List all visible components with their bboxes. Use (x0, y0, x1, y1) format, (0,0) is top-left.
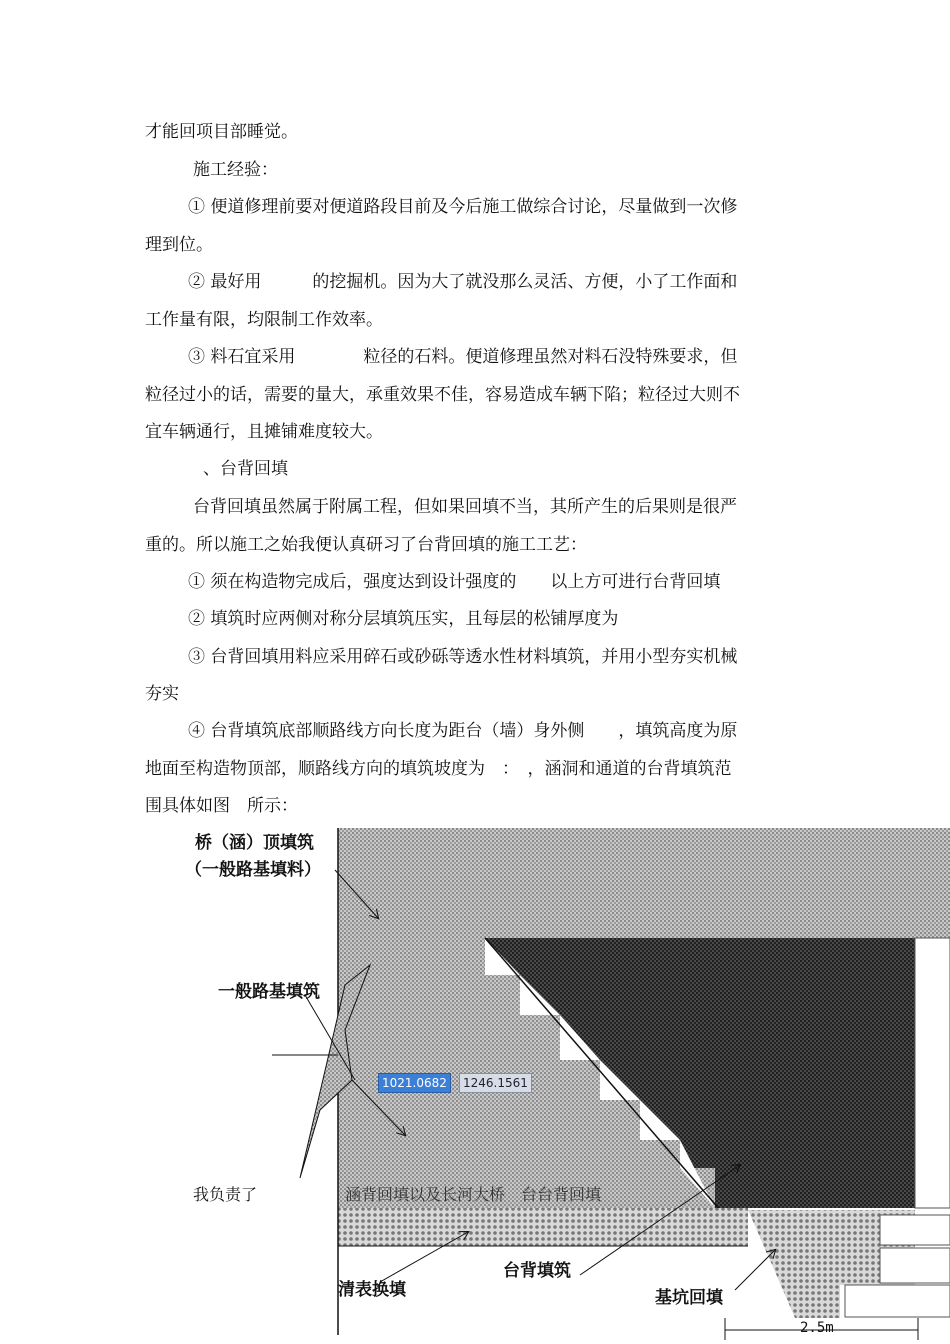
paragraph-line-5: ② 最好用 的挖掘机。因为大了就没那么灵活、方便，小了工作面和 (188, 272, 738, 292)
label-pit-backfill: 基坑回填 (655, 1288, 723, 1308)
paragraph-line-7: ③ 料石宜采用 粒径的石料。便道修理虽然对料石没特殊要求，但 (188, 347, 738, 367)
overlay-text-left: 我负责了 (193, 1185, 258, 1204)
paragraph-line-8: 粒径过小的话，需要的量大，承重效果不佳，容易造成车辆下陷；粒径过大则不 (145, 385, 740, 405)
paragraph-line-19: 围具体如图 所示： (145, 796, 298, 816)
section-heading: 、台背回填 (203, 459, 288, 479)
label-abutment-backfill: 台背填筑 (503, 1261, 571, 1281)
paragraph-line-18: 地面至构造物顶部，顺路线方向的填筑坡度为 ： ，涵洞和通道的台背填筑范 (145, 759, 732, 779)
paragraph-line-17: ④ 台背填筑底部顺路线方向长度为距台（墙）身外侧 ，填筑高度为原 (188, 721, 738, 741)
paragraph-line-11: 台背回填虽然属于附属工程，但如果回填不当，其所产生的后果则是很严 (193, 497, 737, 517)
clear-replace-layer (338, 1208, 748, 1246)
paragraph-line-1: 才能回项目部睡觉。 (145, 122, 298, 142)
paragraph-line-3: ① 便道修理前要对便道路段目前及今后施工做综合讨论，尽量做到一次修 (188, 197, 738, 217)
label-general-subgrade-material: （一般路基填料） (185, 860, 321, 880)
dimension-label: 2.5m (800, 1320, 834, 1336)
overlay-text-mid: 涵背回填以及长河大桥 台台背回填 (345, 1185, 602, 1204)
value-box-1[interactable]: 1021.0682 (378, 1073, 451, 1093)
paragraph-line-13: ① 须在构造物完成后，强度达到设计强度的 以上方可进行台背回填 (188, 572, 721, 592)
paragraph-line-2: 施工经验： (193, 160, 278, 180)
label-clear-replace: 清表换填 (338, 1280, 406, 1300)
paragraph-line-16: 夯实 (145, 684, 179, 704)
paragraph-line-14: ② 填筑时应两侧对称分层填筑压实，且每层的松铺厚度为 (188, 609, 619, 629)
label-bridge-top-fill: 桥（涵）顶填筑 (195, 833, 314, 853)
value-box-2[interactable]: 1246.1561 (459, 1073, 532, 1093)
paragraph-line-15: ③ 台背回填用料应采用碎石或砂砾等透水性材料填筑，并用小型夯实机械 (188, 647, 738, 667)
paragraph-line-6: 工作量有限，均限制工作效率。 (145, 310, 383, 330)
paragraph-line-4: 理到位。 (145, 235, 213, 255)
paragraph-line-12: 重的。所以施工之始我便认真研习了台背回填的施工工艺： (145, 535, 587, 555)
top-fill-layer (338, 828, 950, 938)
paragraph-line-9: 宜车辆通行，且摊铺难度较大。 (145, 422, 383, 442)
label-general-subgrade-fill: 一般路基填筑 (218, 982, 320, 1002)
